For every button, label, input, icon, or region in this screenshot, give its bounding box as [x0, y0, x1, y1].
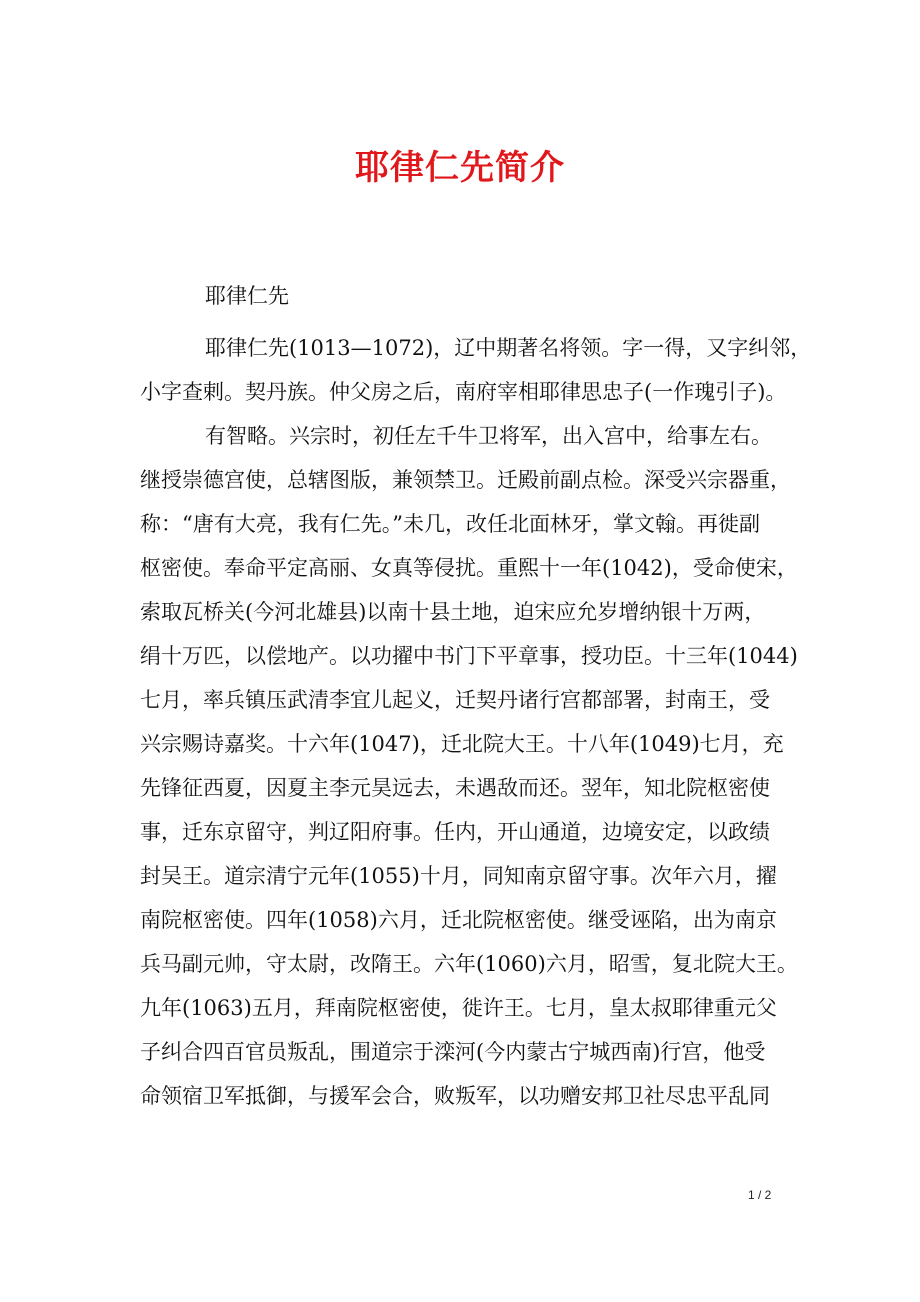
paragraph-line: 七月，率兵镇压武清李宜儿起义，迁契丹诸行宫都部署，封南王，受 — [140, 688, 770, 712]
document-body — [140, 326, 812, 1118]
paragraph-line: 兴宗赐诗嘉奖。十六年(1047)，迁北院大王。十八年(1049)七月，充 — [140, 732, 784, 756]
paragraph-line: 子纠合四百官员叛乱，围道宗于滦河(今内蒙古宁城西南)行宫，他受 — [140, 1040, 766, 1064]
paragraph-line: 称：“唐有大亮，我有仁先。”未几，改任北面林牙，掌文翰。再徙副 — [140, 512, 760, 536]
paragraph-line: 有智略。兴宗时，初任左千牛卫将军，出入宫中，给事左右。 — [205, 424, 772, 448]
paragraph-line: 耶律仁先(1013—1072)，辽中期著名将领。字一得，又字纠邻， — [205, 336, 812, 360]
document-title: 耶律仁先简介 — [355, 148, 565, 188]
paragraph-line: 枢密使。奉命平定高丽、女真等侵扰。重熙十一年(1042)，受命使宋， — [140, 556, 798, 580]
paragraph-line: 九年(1063)五月，拜南院枢密使，徙许王。七月，皇太叔耶律重元父 — [140, 996, 777, 1020]
paragraph-line: 先锋征西夏，因夏主李元昊远去，未遇敌而还。翌年，知北院枢密使 — [140, 776, 770, 800]
paragraph-line: 南院枢密使。四年(1058)六月，迁北院枢密使。继受诬陷，出为南京 — [140, 908, 777, 932]
document-subtitle: 耶律仁先 — [205, 284, 289, 308]
paragraph-line: 命领宿卫军抵御，与援军会合，败叛军，以功赠安邦卫社尽忠平乱同 — [140, 1084, 770, 1108]
paragraph-line: 封吴王。道宗清宁元年(1055)十月，同知南京留守事。次年六月，擢 — [140, 864, 777, 888]
paragraph-line: 继授崇德宫使，总辖图版，兼领禁卫。迁殿前副点检。深受兴宗器重， — [140, 468, 791, 492]
page-number: 1 / 2 — [748, 1188, 772, 1202]
paragraph-line: 事，迁东京留守，判辽阳府事。任内，开山通道，边境安定，以政绩 — [140, 820, 770, 844]
paragraph-line: 小字查剌。契丹族。仲父房之后，南府宰相耶律思忠子(一作瑰引子)。 — [140, 380, 787, 404]
paragraph-line: 索取瓦桥关(今河北雄县)以南十县土地，迫宋应允岁增纳银十万两， — [140, 600, 766, 624]
paragraph-line: 兵马副元帅，守太尉，改隋王。六年(1060)六月，昭雪，复北院大王。 — [140, 952, 798, 976]
paragraph-line: 绢十万匹，以偿地产。以功擢中书门下平章事，授功臣。十三年(1044) — [140, 644, 798, 668]
